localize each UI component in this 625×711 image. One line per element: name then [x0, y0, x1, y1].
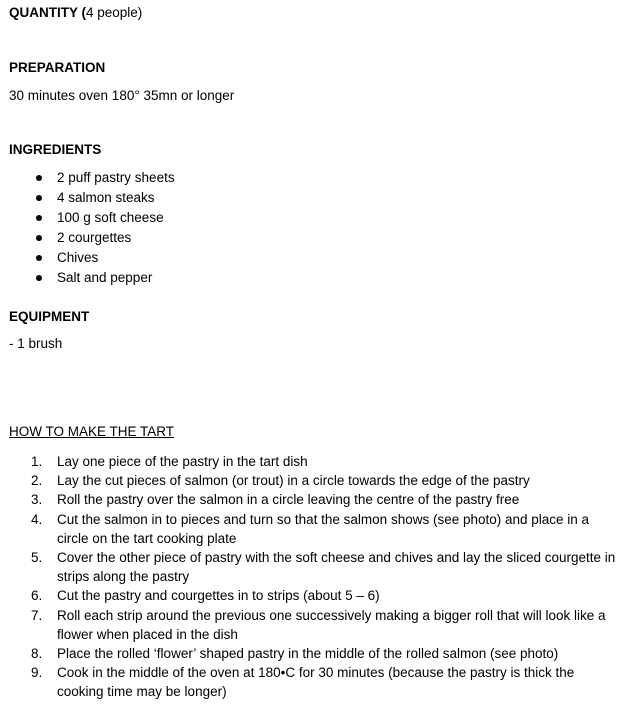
step-text: Cook in the middle of the oven at 180•C for 30 minutes (because the pastry is thick the cooking time may be longer): [57, 665, 575, 700]
step-number: 9.: [31, 665, 43, 681]
ingredients-heading: INGREDIENTS: [9, 142, 102, 157]
ingredients-list-container: [9, 168, 617, 288]
step-item: [9, 471, 617, 490]
ingredient-text: Salt and pepper: [57, 270, 153, 285]
step-item: [9, 510, 617, 548]
equipment-heading: EQUIPMENT: [9, 309, 90, 324]
step-text: Place the rolled ‘flower’ shaped pastry in the middle of the rolled salmon (see photo): [57, 646, 559, 662]
ingredient-text: 2 puff pastry sheets: [57, 170, 175, 185]
bullet-icon: [36, 175, 42, 181]
preparation-heading: PREPARATION: [9, 60, 106, 75]
step-text: Lay the cut pieces of salmon (or trout) in a circle towards the edge of the pastry: [57, 473, 530, 489]
ingredient-item: [9, 248, 617, 268]
bullet-icon: [36, 255, 42, 261]
ingredient-text: 4 salmon steaks: [57, 190, 155, 205]
ingredients-list: [9, 168, 617, 288]
step-item: [9, 490, 617, 509]
ingredient-text: 100 g soft cheese: [57, 210, 164, 225]
bullet-icon: [36, 275, 42, 281]
step-number: 4.: [31, 511, 43, 527]
step-item: [9, 644, 617, 663]
ingredient-item: [9, 168, 617, 188]
quantity-heading: [9, 3, 617, 23]
ingredient-item: [9, 228, 617, 248]
quantity-label: QUANTITY (: [9, 5, 86, 20]
step-number: 3.: [31, 492, 43, 508]
bullet-icon: [36, 235, 42, 241]
method-steps: [9, 452, 617, 702]
step-text: Cover the other piece of pastry with the soft cheese and chives and lay the sliced courgette in strips along the pastry: [57, 550, 616, 585]
step-number: 6.: [31, 588, 43, 604]
step-item: [9, 452, 617, 471]
ingredient-text: Chives: [57, 250, 99, 265]
step-text: Cut the pastry and courgettes in to strips (about 5 – 6): [57, 588, 380, 604]
step-item: [9, 548, 617, 586]
bullet-icon: [36, 195, 42, 201]
step-item: [9, 606, 617, 644]
ingredient-text: 2 courgettes: [57, 230, 132, 245]
equipment-text: - 1 brush: [9, 336, 63, 351]
quantity-value: 4 people): [86, 5, 143, 20]
step-item: [9, 586, 617, 605]
bullet-icon: [36, 215, 42, 221]
step-text: Lay one piece of the pastry in the tart dish: [57, 454, 308, 469]
ingredient-item: [9, 188, 617, 208]
step-number: 8.: [31, 646, 43, 662]
step-number: 7.: [31, 607, 43, 623]
ingredient-item: [9, 208, 617, 228]
ingredient-item: [9, 268, 617, 288]
preparation-text: 30 minutes oven 180° 35mn or longer: [9, 88, 235, 103]
step-number: 2.: [31, 473, 43, 489]
method-steps-container: [9, 452, 617, 702]
step-item: [9, 663, 617, 701]
method-heading: HOW TO MAKE THE TART: [9, 424, 175, 439]
step-text: Cut the salmon in to pieces and turn so that the salmon shows (see photo) and place in a circle on the tart cooking plate: [57, 511, 590, 546]
step-text: Roll each strip around the previous one successively making a bigger roll that will look like a flower when placed in the dish: [57, 607, 606, 642]
step-number: 5.: [31, 550, 43, 566]
step-number: 1.: [31, 454, 43, 469]
step-text: Roll the pastry over the salmon in a circle leaving the centre of the pastry free: [57, 492, 520, 508]
